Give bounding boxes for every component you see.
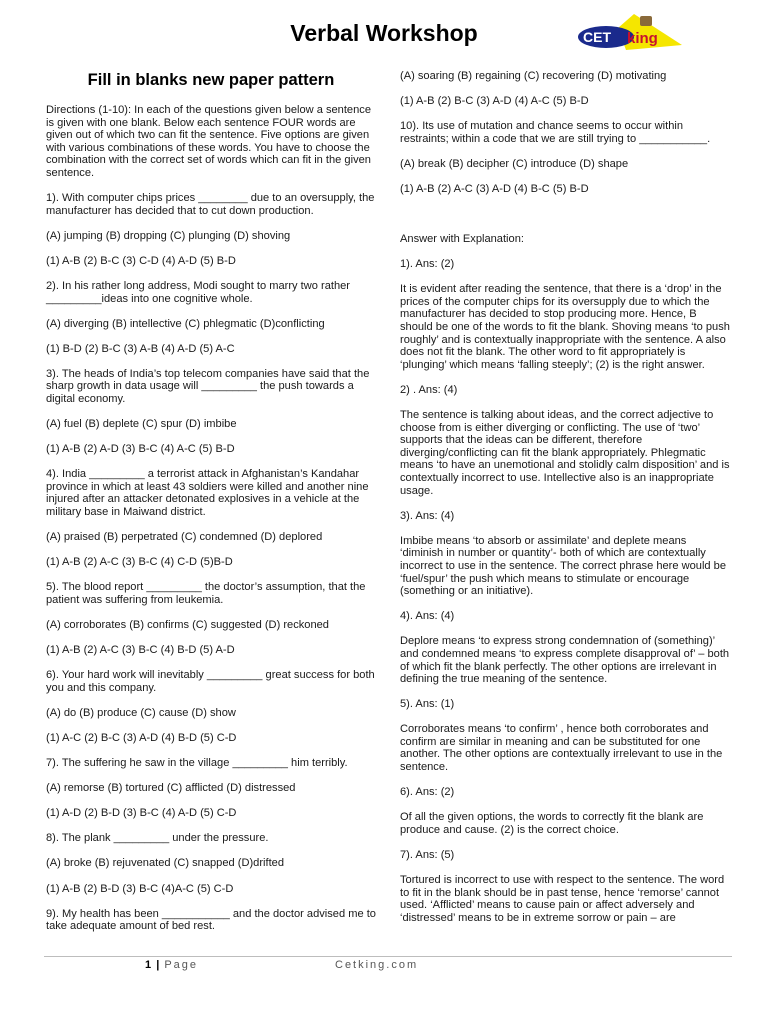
page-indicator: [145, 959, 198, 971]
footer-site: Cetking.com: [335, 959, 419, 971]
question-text: 3). The heads of India’s top telecom companies have said that the sharp growth in data usage will _________ the push towards a digital economy.: [46, 367, 370, 405]
answer-label: 5). Ans: (1): [400, 698, 455, 711]
question-options: (1) A-D (2) B-D (3) B-C (4) A-D (5) C-D: [46, 807, 237, 820]
question-options: (1) A-B (2) A-D (3) B-C (4) A-C (5) B-D: [46, 443, 235, 456]
answers-column: [400, 70, 730, 937]
logo-text-king: king: [627, 30, 658, 47]
question-text: 9). My health has been ___________ and the doctor advised me to take adequate amount of bed rest.: [46, 907, 376, 933]
question-text: 1). With computer chips prices ________ due to an oversupply, the manufacturer has decided that to cut down production.: [46, 192, 375, 217]
question-words: (A) fuel (B) deplete (C) spur (D) imbibe: [46, 418, 237, 431]
answer-explanation: Imbibe means ‘to absorb or assimilate’ and deplete means ‘diminish in number or quantity’- both of which are contextually incorrect to use in the sentence. The correct phrase here would be ‘fuel/spur’ the push which means to stimulate or encourage (something or an initiative).: [400, 534, 727, 598]
logo-text-cet: CET: [583, 29, 611, 45]
question-options: (1) A-B (2) A-C (3) B-C (4) C-D (5)B-D: [46, 556, 233, 569]
answer-explanation: Corroborates means ‘to confirm’ , hence both corroborates and confirm are similar in meaning and can be substituted for one another. The other options are contextually irrelevant to use in the sentence.: [400, 723, 723, 774]
question-options: (1) A-B (2) A-C (3) B-C (4) B-D (5) A-D: [46, 644, 235, 657]
questions-column: [46, 70, 376, 945]
question-text: 4). India _________ a terrorist attack in Afghanistan’s Kandahar province in which at least 43 soldiers were killed and another nine injured after an attacker detonated explosives in a vehicle at the military base in Maiwand district.: [46, 468, 369, 519]
answer-explanation: The sentence is talking about ideas, and the correct adjective to choose from is either diverging or conflicting. The use of ‘two’ supports that the ideas can be different, therefore diverging/conflicting can fit the blank appropriately. Phlegmatic means ‘to have an unemotional and stolidly calm disposition’ and is contextually incorrect to use. Intellective also is an inappropriate usage.: [400, 409, 730, 497]
spacer: [400, 208, 730, 233]
page-number: 1: [145, 959, 152, 971]
answer-explanation: Of all the given options, the words to correctly fit the blank are produce and cause. (2) is the correct choice.: [400, 811, 704, 836]
question-options: (1) B-D (2) B-C (3) A-B (4) A-D (5) A-C: [46, 342, 235, 355]
question-words: (A) diverging (B) intellective (C) phlegmatic (D)conflicting: [46, 317, 325, 330]
answer-label: 2) . Ans: (4): [400, 383, 458, 396]
answer-label: 7). Ans: (5): [400, 848, 455, 861]
page-label: Page: [164, 959, 199, 971]
answers-heading: Answer with Explanation:: [400, 233, 524, 246]
question-text: 8). The plank _________ under the pressure.: [46, 832, 269, 845]
answer-label: 4). Ans: (4): [400, 610, 455, 623]
question-text: 6). Your hard work will inevitably _________ great success for both you and this company.: [46, 669, 375, 694]
question-words: (A) remorse (B) tortured (C) afflicted (D) distressed: [46, 782, 296, 795]
question-words: (A) jumping (B) dropping (C) plunging (D) shoving: [46, 229, 291, 242]
answer-explanation: Deplore means ‘to express strong condemnation of (something)’ and condemned means ‘to express complete disapproval of’ – both of which fit the blank perfectly. The other options are irrelevant in defining the true meaning of the sentence.: [400, 635, 730, 686]
answer-explanation: It is evident after reading the sentence, that there is a ‘drop’ in the prices of the computer chips for its oversupply due to which the manufacturer has decided to stop producing more. Hence, B should be one of the words to fit the blank. Shoving means ‘to push roughly’ and is contextually inappropriate with the sentence. A also does not fit the blank. The other word to fit appropriately is ‘plunging’ which means ‘falling steeply’; (2) is the right answer.: [400, 283, 730, 371]
question-words: (A) break (B) decipher (C) introduce (D) shape: [400, 157, 629, 170]
page-title: Verbal Workshop: [290, 20, 478, 46]
question-text: 2). In his rather long address, Modi sought to marry two rather _________ideas into one cognitive whole.: [46, 279, 350, 305]
answer-label: 3). Ans: (4): [400, 509, 455, 522]
question-options: (1) A-B (2) B-D (3) B-C (4)A-C (5) C-D: [46, 882, 234, 895]
question-words: (A) broke (B) rejuvenated (C) snapped (D)drifted: [46, 857, 284, 870]
question-options: (1) A-B (2) A-C (3) A-D (4) B-C (5) B-D: [400, 182, 589, 195]
question-options: (1) A-C (2) B-C (3) A-D (4) B-D (5) C-D: [46, 732, 237, 744]
question-text: 7). The suffering he saw in the village _________ him terribly.: [46, 757, 348, 770]
answer-label: 1). Ans: (2): [400, 258, 455, 271]
logo-figure-icon: [640, 16, 652, 26]
answer-label: 6). Ans: (2): [400, 786, 455, 799]
question-text: 5). The blood report _________ the doctor’s assumption, that the patient was suffering from leukemia.: [46, 581, 366, 606]
question-options: (1) A-B (2) B-C (3) A-D (4) A-C (5) B-D: [400, 95, 589, 108]
question-options: (1) A-B (2) B-C (3) C-D (4) A-D (5) B-D: [46, 254, 236, 267]
directions: Directions (1-10): In each of the questions given below a sentence is given with one blank. Below each sentence FOUR words are given out of which two can fit the sentence. Five options are given with various combinations of these words. You have to choose the combination with the correct set of words which can fit in the given sentence.: [46, 104, 371, 179]
cetking-logo: [578, 12, 682, 52]
question-text: 10). Its use of mutation and chance seems to occur within restraints; within a code that we are still trying to ___________.: [400, 120, 711, 145]
page-separator: |: [156, 959, 160, 971]
question-words: (A) do (B) produce (C) cause (D) show: [46, 706, 236, 719]
question-words: (A) soaring (B) regaining (C) recovering (D) motivating: [400, 70, 667, 82]
question-words: (A) praised (B) perpetrated (C) condemned (D) deplored: [46, 531, 323, 544]
footer-divider: [44, 956, 732, 957]
section-title: Fill in blanks new paper pattern: [87, 71, 335, 89]
answer-explanation: Tortured is incorrect to use with respect to the sentence. The word to fit in the blank should be in past tense, hence ‘remorse’ cannot used. ‘Afflicted’ means to cause pain or affect adversely and ‘distressed’ means to be in extreme sorrow or pain – are: [400, 874, 725, 924]
question-words: (A) corroborates (B) confirms (C) suggested (D) reckoned: [46, 619, 329, 632]
